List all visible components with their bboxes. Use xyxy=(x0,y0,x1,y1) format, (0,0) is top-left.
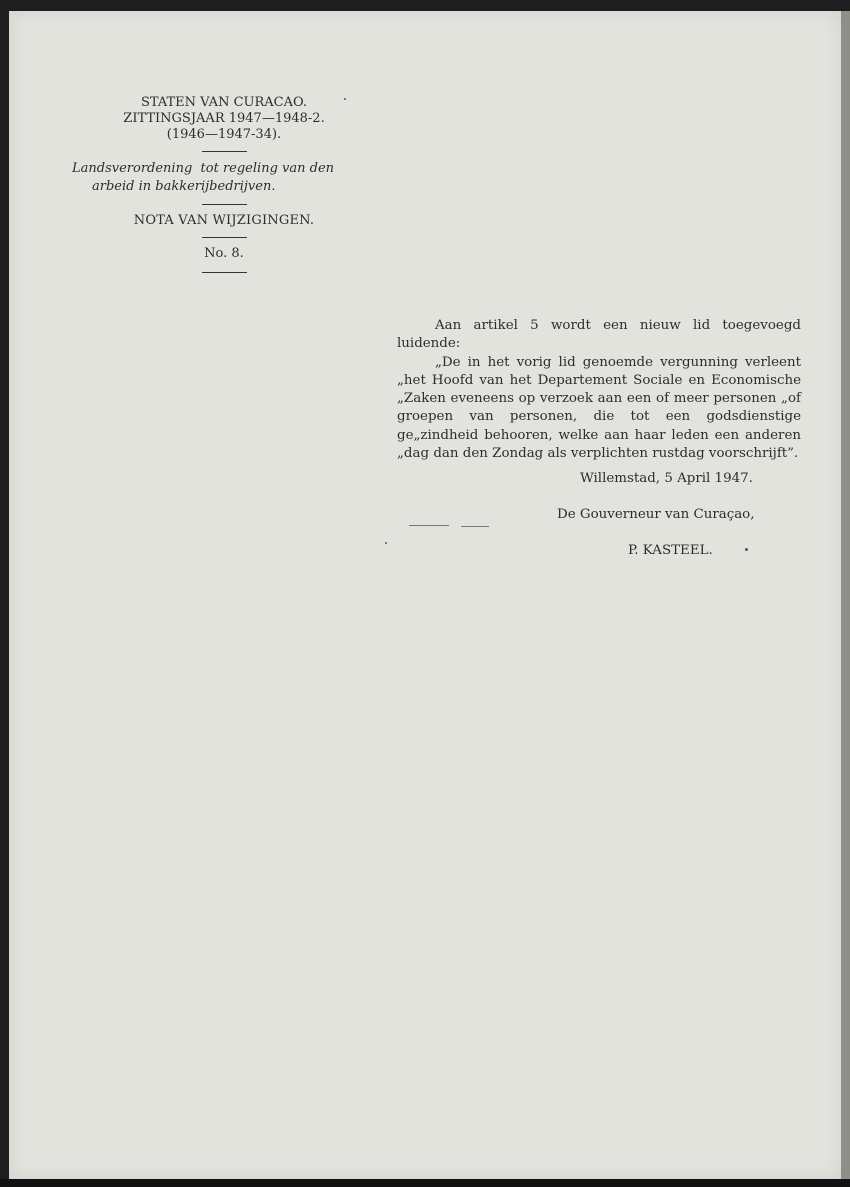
subject-title xyxy=(64,160,384,196)
place-and-date: Willemstad, 5 April 1947. xyxy=(580,471,753,486)
amendment-intro-paragraph: Aan artikel 5 wordt een nieuw lid toegevoegd luidende: xyxy=(397,318,801,352)
document-page xyxy=(9,11,841,1179)
header-title-line-2: ZITTINGSJAAR 1947—1948-2. xyxy=(123,111,325,126)
header-divider-1 xyxy=(202,151,247,152)
header-title-line-1: STATEN VAN CURACAO. xyxy=(140,95,308,110)
scan-edge-right xyxy=(841,11,850,1187)
header-divider-4 xyxy=(202,272,247,273)
signatory-name: P. KASTEEL. xyxy=(628,543,713,558)
paper-speck xyxy=(745,548,748,551)
document-number: No. 8. xyxy=(204,246,244,261)
subject-line-2: arbeid in bakkerijbedrijven. xyxy=(92,179,276,194)
paper-speck xyxy=(385,542,387,544)
header-divider-2 xyxy=(202,204,247,205)
amendment-text xyxy=(397,317,801,463)
subject-line-1: Landsverordening tot regeling van den xyxy=(72,161,335,176)
header-title-line-3: (1946—1947-34). xyxy=(166,127,282,142)
scan-edge-bottom xyxy=(0,1179,850,1187)
paper-speck xyxy=(344,98,346,100)
header-divider-3 xyxy=(202,237,247,238)
amendment-quoted-paragraph: „De in het vorig lid genoemde vergunning verleent „het Hoofd van het Departement Sociale en Economische „Zaken eveneens op verzoek aan een of meer personen „of groepen van personen, die tot een godsdienstige ge„zindheid behooren, welke aan haar leden een anderen „dag dan den Zondag als verplichten rustdag voorschrijft”. xyxy=(397,354,801,462)
paper-mark xyxy=(461,526,489,527)
signatory-role: De Gouverneur van Curaçao, xyxy=(557,507,755,522)
document-header xyxy=(64,95,384,281)
document-type-heading: NOTA VAN WIJZIGINGEN. xyxy=(133,213,315,228)
paper-mark xyxy=(409,525,449,526)
